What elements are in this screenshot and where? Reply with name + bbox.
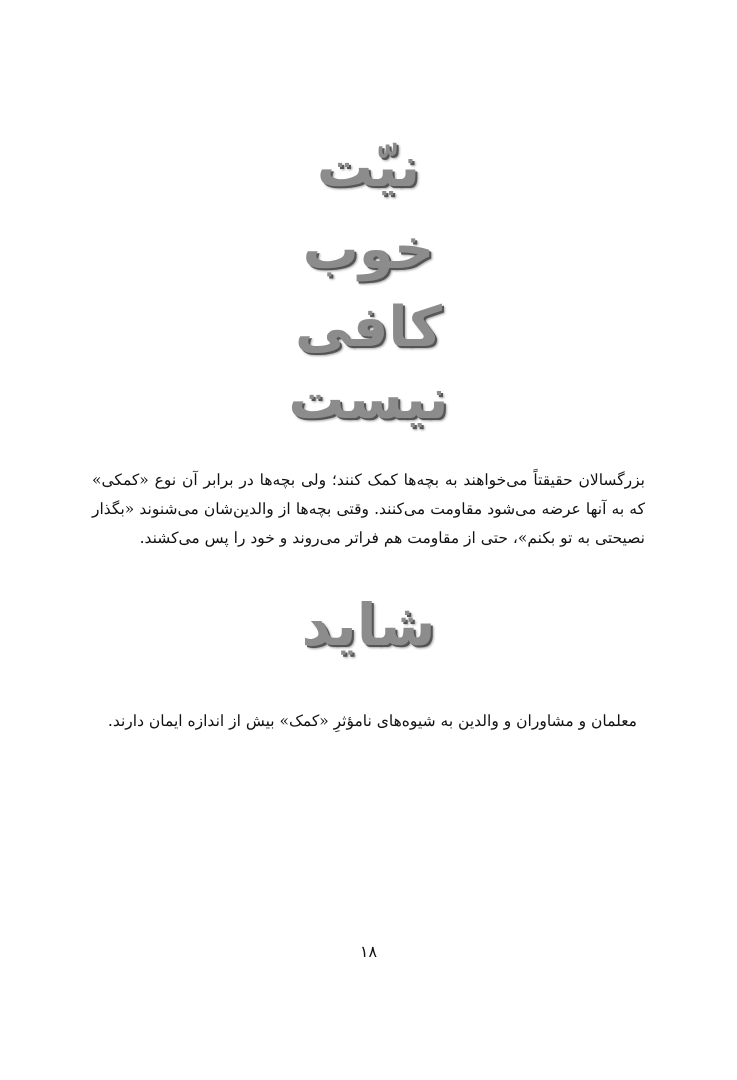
heading-line-1: نیّت xyxy=(316,135,421,200)
body-paragraph-1: بزرگسالان حقیقتاً می‌خواهند به بچه‌ها کمک کنند؛ ولی بچه‌ها در برابر آن نوع «کمکی» که به آنها عرضه می‌شود مقاومت می‌کنند. وقتی بچه‌ها از والدین‌شان می‌شنوند «بگذار نصیحتی به تو بکنم»، حتی از مقاومت هم فراتر می‌روند و خود را پس می‌کشند. xyxy=(92,471,645,547)
heading-line-3: کافی xyxy=(295,295,442,360)
heading-line-4: نیست xyxy=(288,367,449,432)
page-number: ۱۸ xyxy=(359,942,378,961)
body-paragraph-2: معلمان و مشاوران و والدین به شیوه‌های نامؤثرِ «کمک» بیش از اندازه ایمان دارند. xyxy=(107,712,637,730)
heading-line-2: خوب xyxy=(302,217,435,282)
subheading: شاید xyxy=(301,591,436,659)
